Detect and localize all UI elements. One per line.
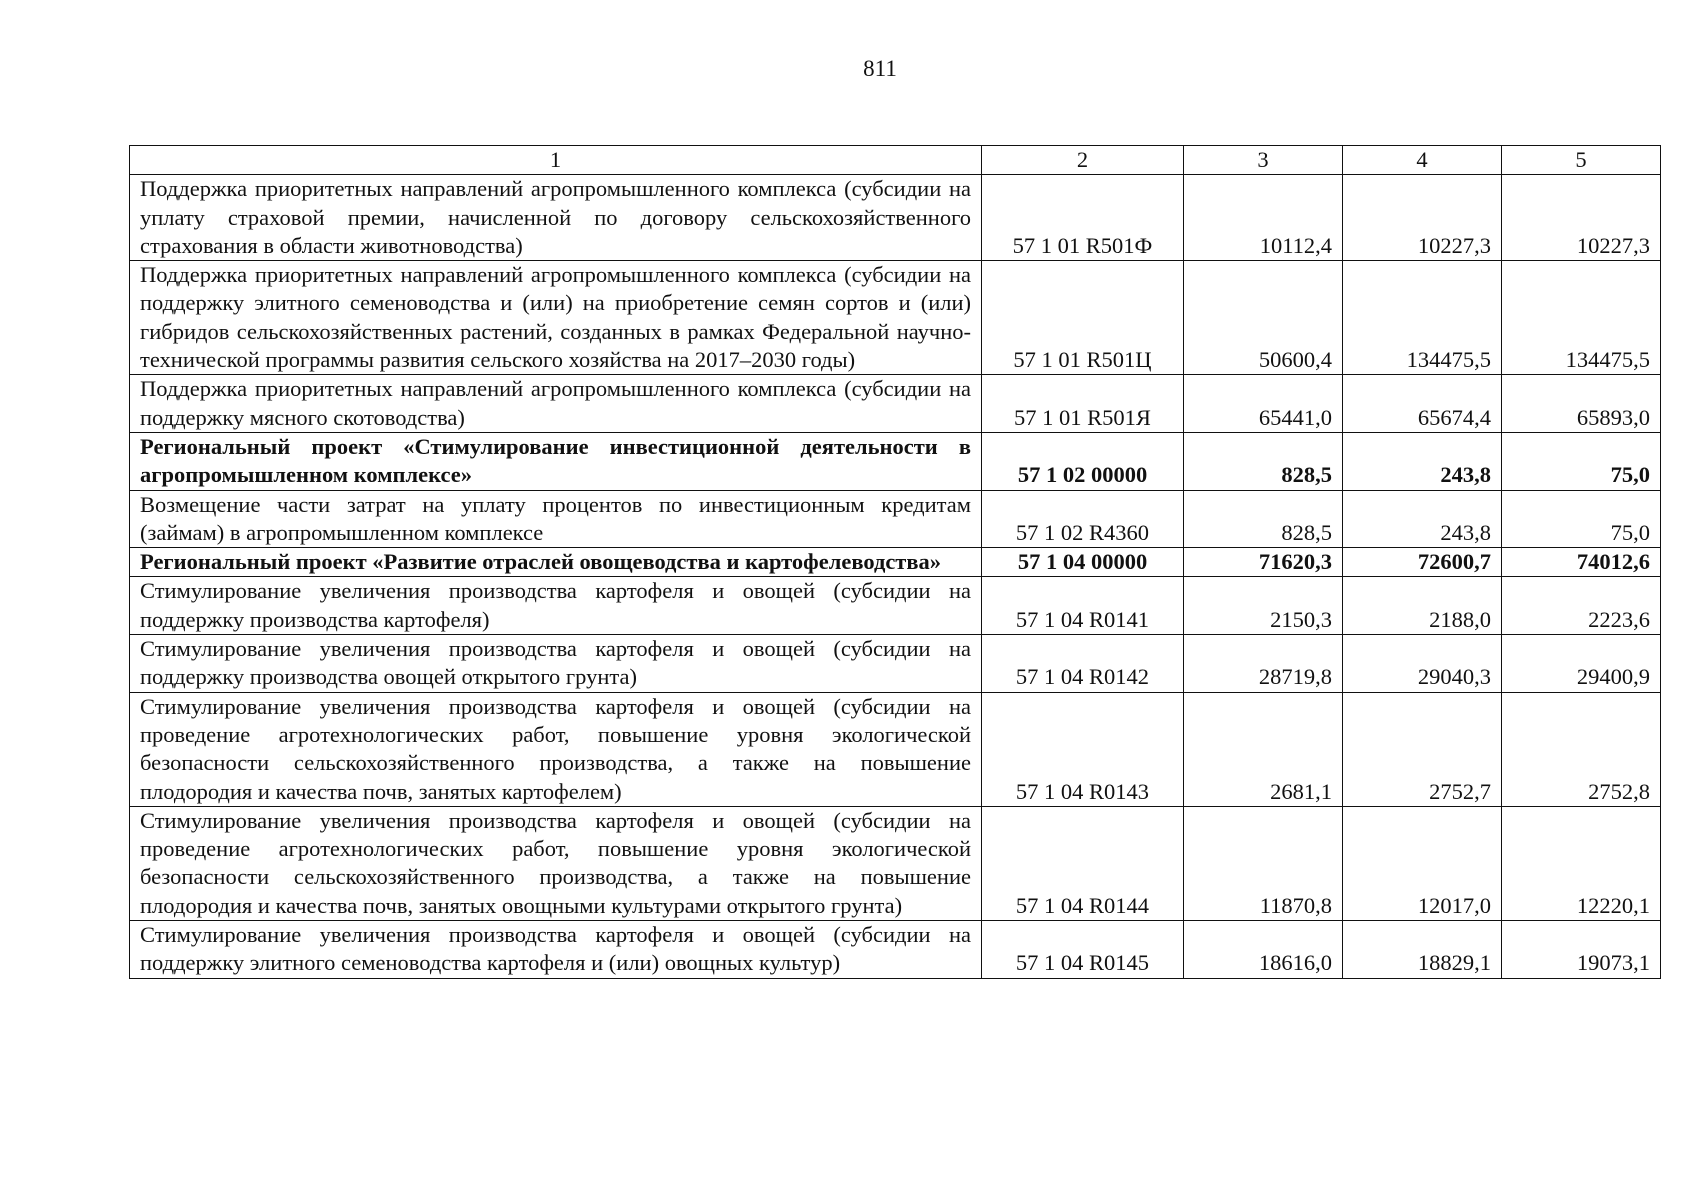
row-description: Возмещение части затрат на уплату процентов по инвестиционным кредитам (займам) в агропромышленном комплексе xyxy=(130,490,982,548)
row-value-col4: 10227,3 xyxy=(1343,175,1502,261)
row-code: 57 1 02 R4360 xyxy=(982,490,1184,548)
row-code: 57 1 01 R501Ф xyxy=(982,175,1184,261)
page-number: 811 xyxy=(863,56,897,81)
row-description: Стимулирование увеличения производства картофеля и овощей (субсидии на поддержку элитного семеноводства картофеля и (или) овощных культур) xyxy=(130,921,982,979)
row-code: 57 1 01 R501Я xyxy=(982,375,1184,433)
row-value-col3: 11870,8 xyxy=(1184,806,1343,920)
row-description: Региональный проект «Стимулирование инвестиционной деятельности в агропромышленном комплексе» xyxy=(130,432,982,490)
row-description: Стимулирование увеличения производства картофеля и овощей (субсидии на поддержку производства овощей открытого грунта) xyxy=(130,635,982,693)
row-description: Стимулирование увеличения производства картофеля и овощей (субсидии на проведение агротехнологических работ, повышение уровня экологической безопасности сельскохозяйственного производства, а также на повышение плодородия и качества почв, занятых картофелем) xyxy=(130,692,982,806)
row-description: Региональный проект «Развитие отраслей овощеводства и картофелеводства» xyxy=(130,548,982,577)
column-header-1: 1 xyxy=(130,146,982,175)
table-row xyxy=(130,375,1661,433)
row-code: 57 1 04 R0144 xyxy=(982,806,1184,920)
column-header-4: 4 xyxy=(1343,146,1502,175)
row-value-col5: 12220,1 xyxy=(1502,806,1661,920)
row-value-col4: 72600,7 xyxy=(1343,548,1502,577)
table-row xyxy=(130,261,1661,375)
row-value-col4: 18829,1 xyxy=(1343,921,1502,979)
row-value-col4: 12017,0 xyxy=(1343,806,1502,920)
row-description: Поддержка приоритетных направлений агропромышленного комплекса (субсидии на поддержку мясного скотоводства) xyxy=(130,375,982,433)
row-value-col3: 828,5 xyxy=(1184,432,1343,490)
row-value-col4: 134475,5 xyxy=(1343,261,1502,375)
row-code: 57 1 04 R0142 xyxy=(982,635,1184,693)
row-value-col3: 10112,4 xyxy=(1184,175,1343,261)
column-header-3: 3 xyxy=(1184,146,1343,175)
row-code: 57 1 04 R0145 xyxy=(982,921,1184,979)
row-value-col3: 18616,0 xyxy=(1184,921,1343,979)
row-value-col3: 828,5 xyxy=(1184,490,1343,548)
row-description: Поддержка приоритетных направлений агропромышленного комплекса (субсидии на уплату страховой премии, начисленной по договору сельскохозяйственного страхования в области животноводства) xyxy=(130,175,982,261)
table-row xyxy=(130,432,1661,490)
row-value-col5: 134475,5 xyxy=(1502,261,1661,375)
table-header-row xyxy=(130,146,1661,175)
row-value-col3: 71620,3 xyxy=(1184,548,1343,577)
row-value-col4: 243,8 xyxy=(1343,432,1502,490)
table-row xyxy=(130,921,1661,979)
row-code: 57 1 04 R0141 xyxy=(982,577,1184,635)
table-body xyxy=(130,175,1661,978)
row-value-col5: 2752,8 xyxy=(1502,692,1661,806)
table-row xyxy=(130,175,1661,261)
table-row xyxy=(130,692,1661,806)
row-value-col5: 29400,9 xyxy=(1502,635,1661,693)
row-value-col4: 243,8 xyxy=(1343,490,1502,548)
row-value-col4: 65674,4 xyxy=(1343,375,1502,433)
row-value-col4: 2752,7 xyxy=(1343,692,1502,806)
row-description: Поддержка приоритетных направлений агропромышленного комплекса (субсидии на поддержку элитного семеноводства и (или) на приобретение семян сортов и (или) гибридов сельскохозяйственных растений, созданных в рамках Федеральной научно-технической программы развития сельского хозяйства на 2017–2030 годы) xyxy=(130,261,982,375)
column-header-2: 2 xyxy=(982,146,1184,175)
row-value-col5: 74012,6 xyxy=(1502,548,1661,577)
table-row xyxy=(130,577,1661,635)
row-value-col5: 65893,0 xyxy=(1502,375,1661,433)
row-value-col5: 2223,6 xyxy=(1502,577,1661,635)
row-code: 57 1 01 R501Ц xyxy=(982,261,1184,375)
row-value-col3: 2150,3 xyxy=(1184,577,1343,635)
table-row xyxy=(130,548,1661,577)
row-value-col5: 10227,3 xyxy=(1502,175,1661,261)
row-value-col3: 65441,0 xyxy=(1184,375,1343,433)
budget-table xyxy=(129,145,1661,979)
row-code: 57 1 02 00000 xyxy=(982,432,1184,490)
table-row xyxy=(130,490,1661,548)
table-row xyxy=(130,635,1661,693)
row-value-col4: 2188,0 xyxy=(1343,577,1502,635)
row-description: Стимулирование увеличения производства картофеля и овощей (субсидии на поддержку производства картофеля) xyxy=(130,577,982,635)
row-value-col3: 28719,8 xyxy=(1184,635,1343,693)
row-code: 57 1 04 R0143 xyxy=(982,692,1184,806)
row-value-col5: 75,0 xyxy=(1502,432,1661,490)
row-description: Стимулирование увеличения производства картофеля и овощей (субсидии на проведение агротехнологических работ, повышение уровня экологической безопасности сельскохозяйственного производства, а также на повышение плодородия и качества почв, занятых овощными культурами открытого грунта) xyxy=(130,806,982,920)
row-value-col3: 50600,4 xyxy=(1184,261,1343,375)
column-header-5: 5 xyxy=(1502,146,1661,175)
row-value-col5: 75,0 xyxy=(1502,490,1661,548)
row-value-col4: 29040,3 xyxy=(1343,635,1502,693)
table-row xyxy=(130,806,1661,920)
row-value-col3: 2681,1 xyxy=(1184,692,1343,806)
row-value-col5: 19073,1 xyxy=(1502,921,1661,979)
row-code: 57 1 04 00000 xyxy=(982,548,1184,577)
